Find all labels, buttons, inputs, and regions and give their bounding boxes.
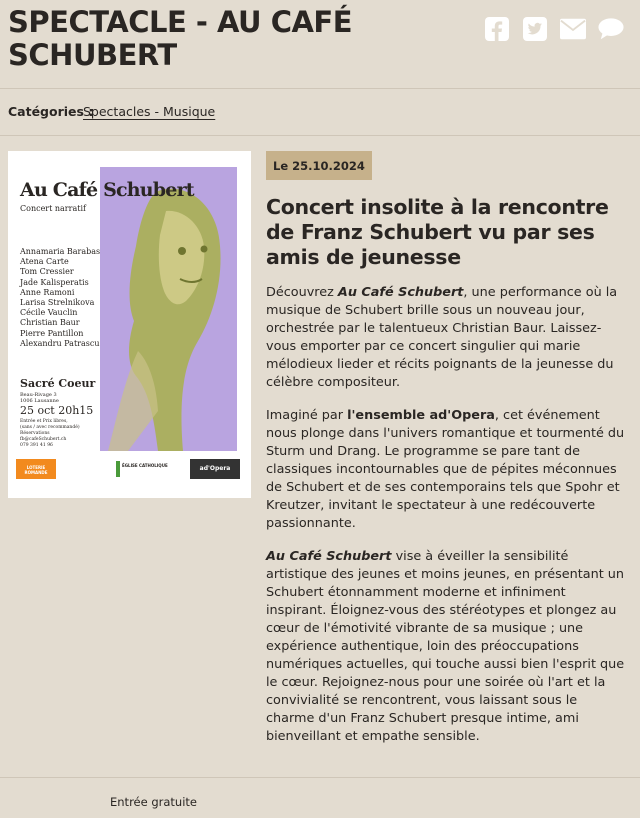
event-description xyxy=(266,284,628,761)
performer-name: Alexandru Patrascu xyxy=(20,338,100,348)
performer-name: Anne Ramoni xyxy=(20,287,75,297)
show-name: Au Café Schubert xyxy=(337,285,464,300)
performer-name: Christian Baur xyxy=(20,318,80,328)
ensemble-name: l'ensemble ad'Opera xyxy=(347,408,495,423)
page-title: SPECTACLE - AU CAFÉ SCHUBERT xyxy=(8,5,353,72)
poster-datetime: 25 oct 20h15 xyxy=(20,404,94,417)
page-header xyxy=(0,0,640,89)
categories-bar xyxy=(0,89,640,136)
performer-name: Jade Kalisperatis xyxy=(20,277,89,287)
share-bar xyxy=(484,16,624,42)
facebook-icon[interactable] xyxy=(484,16,510,42)
description-paragraph xyxy=(266,548,628,746)
poster-address-line: Beau-Rivage 3 xyxy=(20,392,57,398)
performer-name: Atena Carte xyxy=(20,257,69,267)
performer-name: Tom Cressier xyxy=(20,267,74,277)
text-run: Découvrez xyxy=(266,285,338,300)
poster-subtitle: Concert narratif xyxy=(20,204,86,213)
footer-bar xyxy=(0,777,640,818)
poster-title: Au Café Schubert xyxy=(20,179,194,201)
show-name: Au Café Schubert xyxy=(266,549,392,564)
speech-bubble-icon[interactable] xyxy=(598,16,624,42)
poster-info-line: Réservations xyxy=(20,431,50,436)
poster-address-line: 1006 Lausanne xyxy=(20,398,59,404)
description-paragraph xyxy=(266,284,628,392)
event-date-badge: Le 25.10.2024 xyxy=(266,151,372,180)
poster-info-line: 079 391 41 96 xyxy=(20,443,53,448)
poster-info xyxy=(20,419,80,449)
poster-venue: Sacré Coeur xyxy=(20,377,96,390)
event-headline: Concert insolite à la rencontre de Franz Schubert vu par ses amis de jeunesse xyxy=(266,195,609,269)
poster-info-line: (sans / avec recommandé) xyxy=(20,425,80,430)
text-run: Imaginé par xyxy=(266,408,348,423)
performer-name: Larisa Strelnikova xyxy=(20,298,95,308)
text-run: , cet événement nous plonge dans l'univers romantique et tourmenté du Sturm und Drang. Le programme se pare tant de classiques incontournables que de pépites méconnues de Schubert et de ses contemporains tels que Spohr et Kreutzer, invitant le spectateur à une redécouverte passionnante. xyxy=(266,408,625,531)
performer-name: Annamaria Barabas xyxy=(20,247,101,256)
categories-label: Catégories : xyxy=(8,104,94,119)
category-link[interactable]: Spectacles - Musique xyxy=(83,104,216,119)
adopera-logo: ad'Opera xyxy=(199,465,231,472)
admission-info: Entrée gratuite xyxy=(110,795,197,809)
poster-performers xyxy=(20,247,100,349)
event-poster[interactable] xyxy=(8,151,251,498)
envelope-icon[interactable] xyxy=(560,16,586,42)
poster-info-line: fb@cafeSchubert.ch xyxy=(20,437,67,442)
text-run: vise à éveiller la sensibilité artistique des jeunes et moins jeunes, en présentant un Schubert étonnamment moderne et infiniment inspirant. Éloignez-vous des stéréotypes et plongez au cœur de l'émotivité vibrante de sa musique ; une expérience authentique, loin des préoccupations numériques actuelles, qui touche aussi bien l'esprit que le cœur. Rejoignez-nous pour une soirée où l'art et la convivialité se rencontrent, vous laissant sous le charme d'un Franz Schubert presque intime, ami bienveillant et empathe sensible. xyxy=(266,549,625,744)
poster-info-line: Entrée et Prix libres, xyxy=(20,419,68,424)
performer-name: Cécile Vauclin xyxy=(20,308,78,318)
text-run: , une performance où la musique de Schubert brille sous un nouveau jour, orchestrée par le talentueux Christian Baur. Laissez-vous emporter par ce concert singulier qui marie mélodieux lieder et récits poignants de la jeunesse du célèbre compositeur. xyxy=(266,285,618,390)
poster-address xyxy=(20,392,59,404)
description-paragraph xyxy=(266,407,628,533)
loterie-romande-logo: LOTERIE ROMANDE xyxy=(24,465,48,475)
twitter-icon[interactable] xyxy=(522,16,548,42)
performer-name: Pierre Pantillon xyxy=(20,328,84,338)
eglise-catholique-logo: ÉGLISE CATHOLIQUE xyxy=(122,463,168,468)
